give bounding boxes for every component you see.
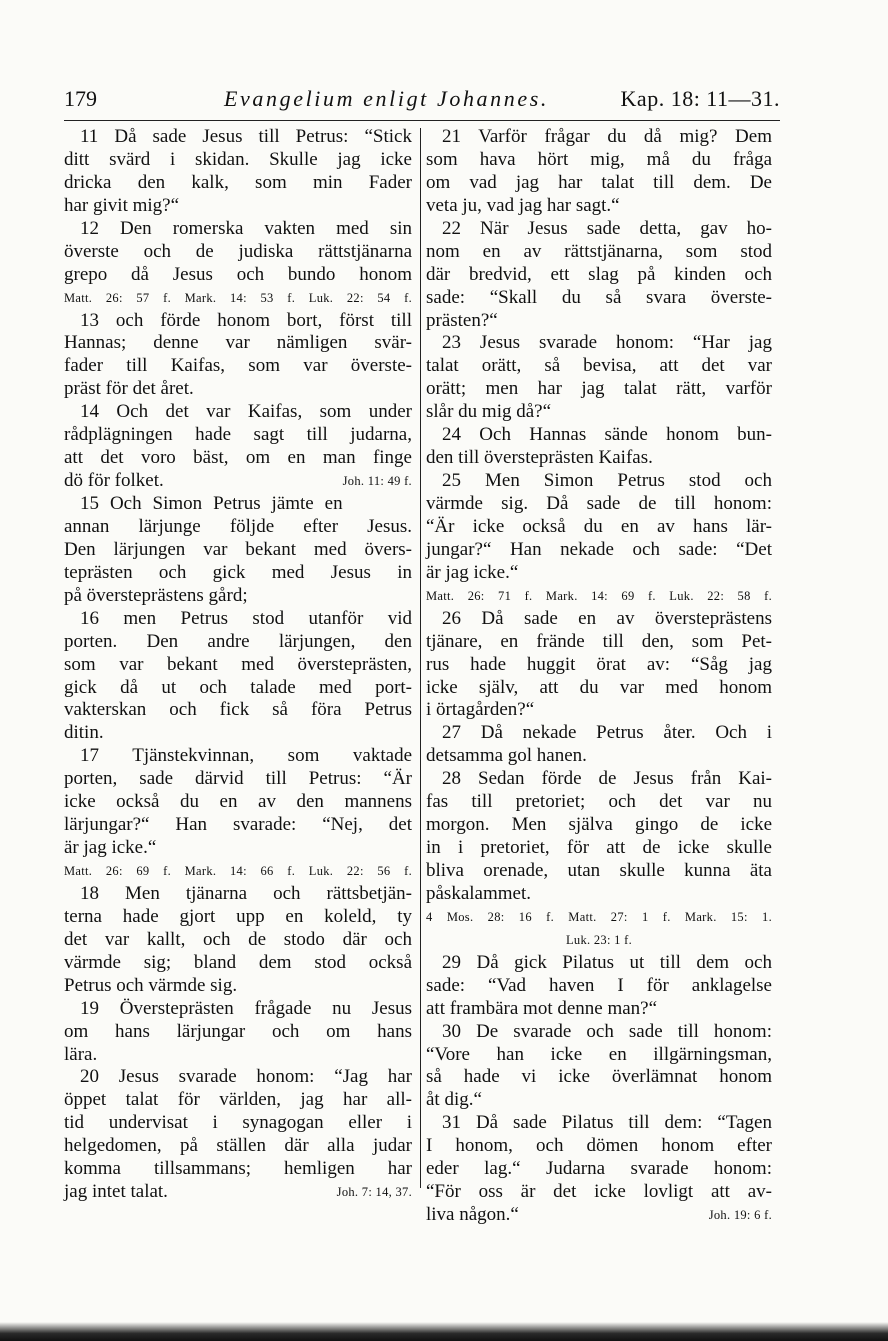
verse-line: sade: “Skall du så svara överste- (426, 286, 772, 308)
verse-line: “Är icke också du en av hans lär- (426, 515, 772, 537)
verse-line: vakterskan och fick så föra Petrus (64, 699, 412, 721)
verse-line: talat orätt, så bevisa, att det var (426, 355, 772, 377)
cross-reference: Matt. 26: 69 f. Mark. 14: 66 f. Luk. 22: 56 f. (64, 864, 412, 878)
verse-line: orätt; men har jag talat rätt, varför (426, 378, 772, 400)
header-rule (64, 120, 780, 121)
verse-line: nom en av rättstjänarna, som stod (426, 240, 772, 262)
verse-line: icke också du en av den mannens (64, 791, 412, 813)
verse-start-line: 24 Och Hannas sände honom bun- (442, 424, 772, 446)
verse-line-with-reference (64, 1181, 412, 1204)
verse-line: att det voro bäst, om en man finge (64, 447, 412, 469)
verse-start-line: 12 Den romerska vakten med sin (80, 217, 412, 239)
verse-start-line: 18 Men tjänarna och rättsbetjän- (80, 882, 412, 904)
verse-start-line: 26 Då sade en av översteprästens (442, 607, 772, 629)
verse-start-line: 13 och förde honom bort, först till (80, 309, 412, 331)
verse-text: liva någon.“ (426, 1204, 519, 1226)
verse-text: dö för folket. (64, 470, 164, 492)
verse-end-line: i örtagården?“ (426, 699, 535, 721)
verse-line: så hade vi icke överlämnat honom (426, 1066, 772, 1088)
verse-start-line: 31 Då sade Pilatus till dem: “Tagen (442, 1112, 772, 1134)
cross-reference: Matt. 26: 71 f. Mark. 14: 69 f. Luk. 22: 58 f. (426, 588, 772, 603)
verse-line: helgedomen, på ställen där alla judar (64, 1135, 412, 1157)
verse-start-line: 30 De svarade och sade till honom: (442, 1020, 772, 1042)
verse-line: överste och de judiska rättstjänarna (64, 240, 412, 262)
verse-start-line: 17 Tjänstekvinnan, som vaktade (80, 745, 412, 767)
verse-line: lärjungar?“ Han svarade: “Nej, det (64, 814, 412, 836)
verse-line: “För oss är det icke lovligt att av- (426, 1181, 772, 1203)
verse-line: rådplägningen hade sagt till judarna, (64, 424, 412, 446)
verse-line: sade: “Vad haven I för anklagelse (426, 974, 772, 996)
verse-start-line: 21 Varför frågar du då mig? Dem (442, 126, 772, 147)
verse-start-line: 28 Sedan förde de Jesus från Kai- (442, 768, 772, 790)
verse-text: jag intet talat. (64, 1181, 168, 1203)
verse-line: eder lag.“ Judarna svarade honom: (426, 1158, 772, 1180)
verse-end-line: den till översteprästen Kaifas. (426, 447, 653, 469)
verse-end-line: att frambära mot denne man?“ (426, 997, 658, 1019)
inline-cross-reference: Joh. 7: 14, 37. (336, 1185, 412, 1200)
verse-line: porten. Den andre lärjungen, den (64, 630, 412, 652)
verse-start-line: 29 Då gick Pilatus ut till dem och (442, 951, 772, 973)
verse-end-line: slår du mig då?“ (426, 401, 552, 423)
verse-line: som hava hört mig, må du fråga (426, 148, 772, 170)
verse-end-line: påskalammet. (426, 882, 531, 904)
cross-reference: Matt. 26: 57 f. Mark. 14: 53 f. Luk. 22: 54 f. (64, 290, 412, 305)
verse-line: komma tillsammans; hemligen har (64, 1158, 412, 1180)
verse-line: dricka den kalk, som min Fader (64, 171, 412, 193)
cross-reference: 4 Mos. 28: 16 f. Matt. 27: 1 f. Mark. 15: 1. (426, 909, 772, 924)
verse-end-line: på översteprästens gård; (64, 584, 248, 606)
verse-start-line: 27 Då nekade Petrus åter. Och i (442, 722, 772, 744)
verse-line: fader till Kaifas, som var överste- (64, 355, 412, 377)
verse-end-line: veta ju, vad jag har sagt.“ (426, 194, 620, 216)
verse-line: värmde sig; bland dem stod också (64, 951, 412, 973)
verse-line: teprästen och gick med Jesus in (64, 561, 412, 583)
verse-line: tid undervisat i synagogan eller i (64, 1112, 412, 1134)
verse-line: om hans lärjungar och om hans (64, 1020, 412, 1042)
verse-start-line: 22 När Jesus sade detta, gav ho- (442, 217, 772, 239)
cross-reference: Luk. 23: 1 f. (565, 932, 633, 947)
verse-line: det var kallt, och de stodo där och (64, 928, 412, 950)
verse-end-line: detsamma gol hanen. (426, 745, 587, 767)
verse-start-line: 16 men Petrus stod utanför vid (80, 607, 412, 629)
verse-end-line: åt dig.“ (426, 1089, 482, 1111)
verse-line: in i pretoriet, för att de icke skulle (426, 837, 772, 859)
book-title: Evangelium enligt Johannes. (224, 86, 549, 111)
verse-line-with-reference (426, 1204, 772, 1227)
right-column (426, 126, 772, 1227)
chapter-reference: Kap. 18: 11—31. (620, 86, 780, 111)
verse-line: gick då ut och talade med port- (64, 676, 412, 698)
verse-end-line: prästen?“ (426, 309, 498, 331)
verse-line: värmde sig. Då sade de till honom: (426, 493, 772, 514)
page-number: 179 (64, 86, 97, 111)
verse-line: I honom, och dömen honom efter (426, 1135, 772, 1157)
scan-bottom-edge (0, 1322, 888, 1341)
verse-line: fas till pretoriet; och det var nu (426, 791, 772, 813)
verse-end-line: Petrus och värmde sig. (64, 974, 238, 996)
verse-line: “Vore han icke en illgärningsman, (426, 1043, 772, 1065)
verse-line: jungar?“ Han nekade och sade: “Det (426, 538, 772, 560)
verse-line: tjänare, en frände till den, som Pet- (426, 630, 772, 652)
verse-end-line: lära. (64, 1043, 98, 1065)
column-divider (420, 128, 421, 1188)
verse-line: där bredvid, ett slag på kinden och (426, 263, 772, 285)
verse-end-line: har givit mig?“ (64, 194, 180, 216)
verse-line: annan lärjunge följde efter Jesus. (64, 515, 412, 537)
verse-end-line: ditin. (64, 722, 104, 744)
verse-end-line: präst för det året. (64, 378, 194, 400)
verse-line: grepo då Jesus och bundo honom (64, 263, 412, 285)
verse-line-with-reference (64, 470, 412, 493)
verse-start-line: 25 Men Simon Petrus stod och (442, 470, 772, 492)
verse-end-line: är jag icke.“ (426, 561, 519, 583)
verse-line: bliva orenade, utan skulle kunna äta (426, 860, 772, 881)
verse-line: icke själv, att du var med honom (426, 676, 772, 698)
verse-line: Den lärjungen var bekant med övers- (64, 538, 412, 560)
left-column (64, 126, 412, 1204)
verse-line: som var bekant med översteprästen, (64, 653, 412, 675)
verse-end-line: är jag icke.“ (64, 837, 157, 859)
running-header (64, 86, 780, 120)
verse-start-line: 15 Och Simon Petrus jämte en (80, 493, 343, 514)
verse-start-line: 11 Då sade Jesus till Petrus: “Stick (80, 126, 412, 147)
verse-start-line: 19 Översteprästen frågade nu Jesus (80, 997, 412, 1019)
verse-line: morgon. Men själva gingo de icke (426, 814, 772, 836)
verse-start-line: 14 Och det var Kaifas, som under (80, 401, 412, 423)
verse-line: om vad jag har talat till dem. De (426, 171, 772, 193)
verse-line: öppet talat för världen, jag har all- (64, 1089, 412, 1111)
inline-cross-reference: Joh. 19: 6 f. (708, 1208, 772, 1223)
verse-line: terna hade gjort upp en koleld, ty (64, 905, 412, 927)
inline-cross-reference: Joh. 11: 49 f. (342, 474, 412, 489)
verse-line: porten, sade därvid till Petrus: “Är (64, 768, 412, 790)
verse-start-line: 20 Jesus svarade honom: “Jag har (80, 1066, 412, 1088)
verse-line: Hannas; denne var nämligen svär- (64, 332, 412, 354)
verse-start-line: 23 Jesus svarade honom: “Har jag (442, 332, 772, 354)
verse-line: ditt svärd i skidan. Skulle jag icke (64, 148, 412, 170)
verse-line: rus hade huggit örat av: “Såg jag (426, 653, 772, 675)
